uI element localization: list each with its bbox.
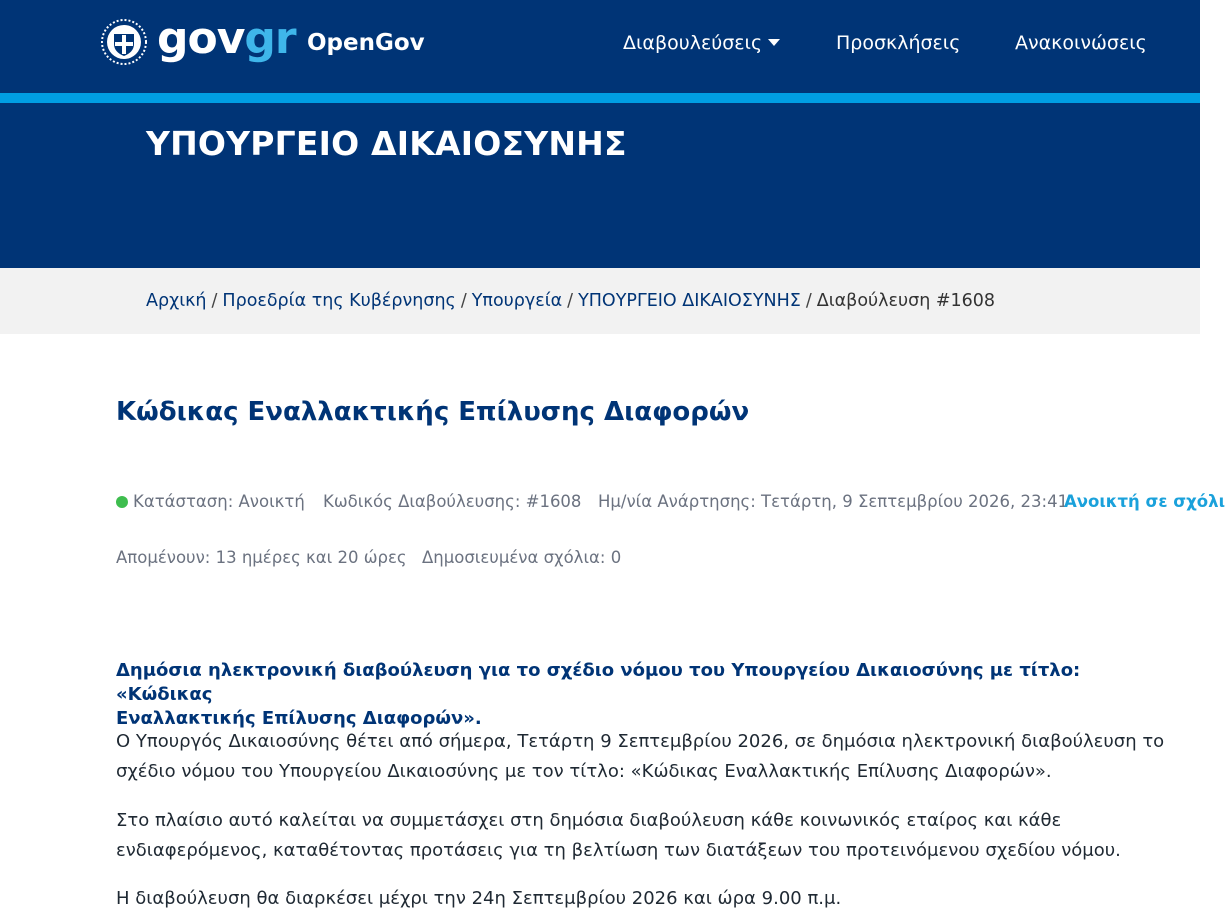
paragraph-line: Ο Υπουργός Δικαιοσύνης θέτει από σήμερα, Τετάρτη 9 Σεπτεμβρίου 2026, σε δημόσια ηλεκτρονική διαβούλευση το: [116, 731, 1165, 752]
accent-strip: [0, 93, 1200, 103]
breadcrumb-bar: [0, 268, 1200, 334]
breadcrumb-current: Διαβούλευση #1608: [816, 291, 996, 311]
breadcrumb-presidency[interactable]: Προεδρία της Κυβέρνησης: [222, 291, 456, 311]
opengov-link[interactable]: OpenGov: [307, 30, 425, 56]
greek-emblem-icon[interactable]: [100, 18, 148, 66]
caret-down-icon: [768, 39, 780, 46]
paragraph-line: σχέδιο νόμου του Υπουργείου Δικαιοσύνης με τον τίτλο: «Κώδικας Εναλλακτικής Επίλυσης Διαφορών».: [116, 761, 1052, 782]
nav-calls[interactable]: Προσκλήσεις: [836, 32, 961, 54]
status-dot-icon: [116, 496, 128, 508]
paragraph-line: Στο πλαίσιο αυτό καλείται να συμμετάσχει στη δημόσια διαβούλευση κάθε κοινωνικός εταίρος και κάθε: [116, 810, 1062, 831]
nav-consultations[interactable]: [623, 31, 780, 55]
paragraph-line: ενδιαφερόμενος, καταθέτοντας προτάσεις για τη βελτίωση των διατάξεων του προτεινόμενου σχεδίου νόμου.: [116, 840, 1121, 861]
open-comments-link[interactable]: Ανοικτή σε σχόλι: [1064, 492, 1225, 511]
breadcrumb-ministries[interactable]: Υπουργεία: [471, 291, 563, 311]
nav-announcements[interactable]: Ανακοινώσεις: [1015, 32, 1147, 54]
breadcrumb-separator: /: [567, 291, 574, 311]
remaining-time: Απομένουν: 13 ημέρες και 20 ώρες: [116, 548, 407, 567]
logo-gr-text: gr: [244, 13, 296, 64]
published-comments-count: Δημοσιευμένα σχόλια: 0: [422, 548, 622, 567]
nav-consultations-label: Διαβουλεύσεις: [623, 32, 763, 54]
consultation-title: Κώδικας Εναλλακτικής Επίλυσης Διαφορών: [116, 397, 750, 427]
breadcrumb-separator: /: [805, 291, 812, 311]
status-text: Κατάσταση: Ανοικτή: [133, 492, 305, 511]
lead-line: Δημόσια ηλεκτρονική διαβούλευση για το σχέδιο νόμου του Υπουργείου Δικαιοσύνης με τίτλο: «Κώδικας: [116, 660, 1081, 705]
paragraph-line: Η διαβούλευση θα διαρκέσει μέχρι την 24η Σεπτεμβρίου 2026 και ώρα 9.00 π.μ.: [116, 888, 842, 909]
logo-gov-text: gov: [157, 13, 245, 64]
breadcrumb-home[interactable]: Αρχική: [146, 291, 207, 311]
posted-date: Ημ/νία Ανάρτησης: Τετάρτη, 9 Σεπτεμβρίου 2026, 23:41: [598, 492, 1069, 511]
body-paragraph: [116, 806, 1186, 866]
consultation-code: Κωδικός Διαβούλευσης: #1608: [323, 492, 582, 511]
breadcrumb-separator: /: [211, 291, 218, 311]
consultation-lead: [116, 659, 1116, 731]
status-badge: [116, 491, 305, 513]
breadcrumb: [146, 290, 995, 312]
lead-line: Εναλλακτικής Επίλυσης Διαφορών».: [116, 708, 482, 729]
top-navbar: [0, 0, 1200, 93]
breadcrumb-separator: /: [460, 291, 467, 311]
body-paragraph: [116, 884, 1186, 914]
body-paragraph: [116, 727, 1186, 787]
govgr-logo[interactable]: [157, 14, 296, 64]
ministry-header: [0, 103, 1200, 268]
breadcrumb-ministry-justice[interactable]: ΥΠΟΥΡΓΕΙΟ ΔΙΚΑΙΟΣΥΝΗΣ: [578, 291, 801, 311]
ministry-title: ΥΠΟΥΡΓΕΙΟ ΔΙΚΑΙΟΣΥΝΗΣ: [146, 124, 627, 163]
